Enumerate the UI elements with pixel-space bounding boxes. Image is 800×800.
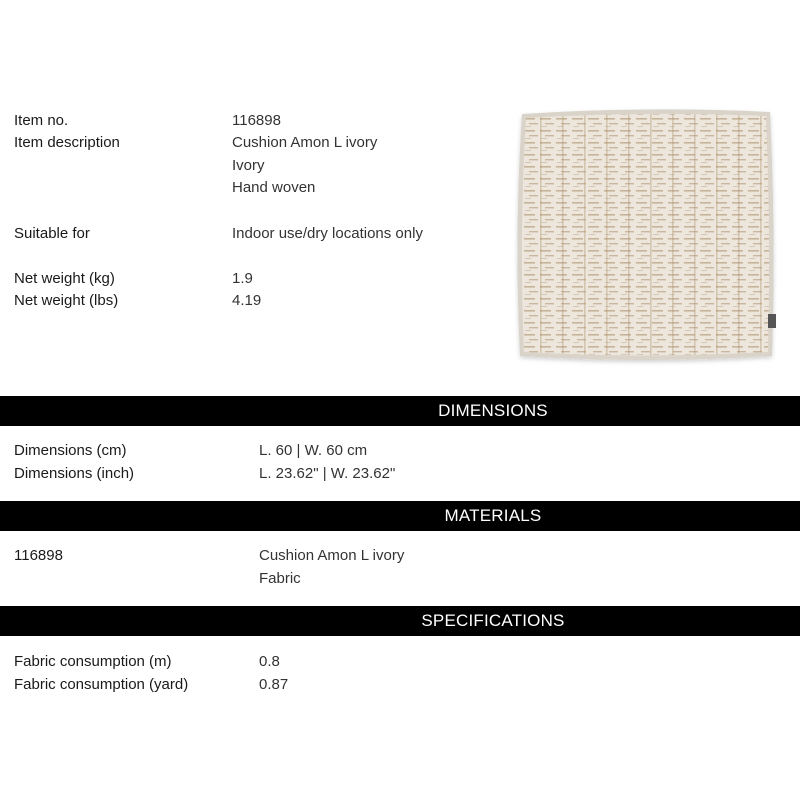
- item-no-value: 116898: [232, 112, 281, 129]
- fabric-consumption-yard-value: 0.87: [259, 676, 289, 693]
- dimensions-header: [0, 396, 800, 426]
- materials-material: Fabric: [259, 570, 301, 587]
- dimensions-inch-label: Dimensions (inch): [14, 465, 135, 482]
- dimensions-cm-label: Dimensions (cm): [14, 442, 127, 459]
- dimensions-cm-value: L. 60 | W. 60 cm: [259, 442, 368, 459]
- fabric-consumption-m-value: 0.8: [259, 653, 280, 670]
- dimensions-inch-value: L. 23.62" | W. 23.62": [259, 465, 396, 482]
- net-weight-lbs-label: Net weight (lbs): [14, 292, 119, 309]
- materials-header: [0, 501, 800, 531]
- item-no-label: Item no.: [14, 112, 69, 129]
- item-description-color: Ivory: [232, 157, 265, 174]
- net-weight-kg-value: 1.9: [232, 270, 253, 287]
- cushion-illustration: [508, 104, 784, 368]
- specifications-header: [0, 606, 800, 636]
- fabric-consumption-m-label: Fabric consumption (m): [14, 653, 172, 670]
- item-description-technique: Hand woven: [232, 179, 316, 196]
- label-tag-icon: [768, 314, 776, 328]
- materials-code: 116898: [14, 547, 63, 564]
- fabric-consumption-yard-label: Fabric consumption (yard): [14, 676, 189, 693]
- specifications-heading: SPECIFICATIONS: [421, 611, 565, 630]
- materials-heading: MATERIALS: [444, 506, 542, 525]
- suitable-for-label: Suitable for: [14, 225, 90, 242]
- item-description-value: Cushion Amon L ivory: [232, 134, 378, 151]
- dimensions-heading: DIMENSIONS: [438, 401, 548, 420]
- item-description-label: Item description: [14, 134, 120, 151]
- product-image: [508, 104, 784, 368]
- net-weight-kg-label: Net weight (kg): [14, 270, 115, 287]
- net-weight-lbs-value: 4.19: [232, 292, 262, 309]
- suitable-for-value: Indoor use/dry locations only: [232, 225, 423, 242]
- materials-item-name: Cushion Amon L ivory: [259, 547, 405, 564]
